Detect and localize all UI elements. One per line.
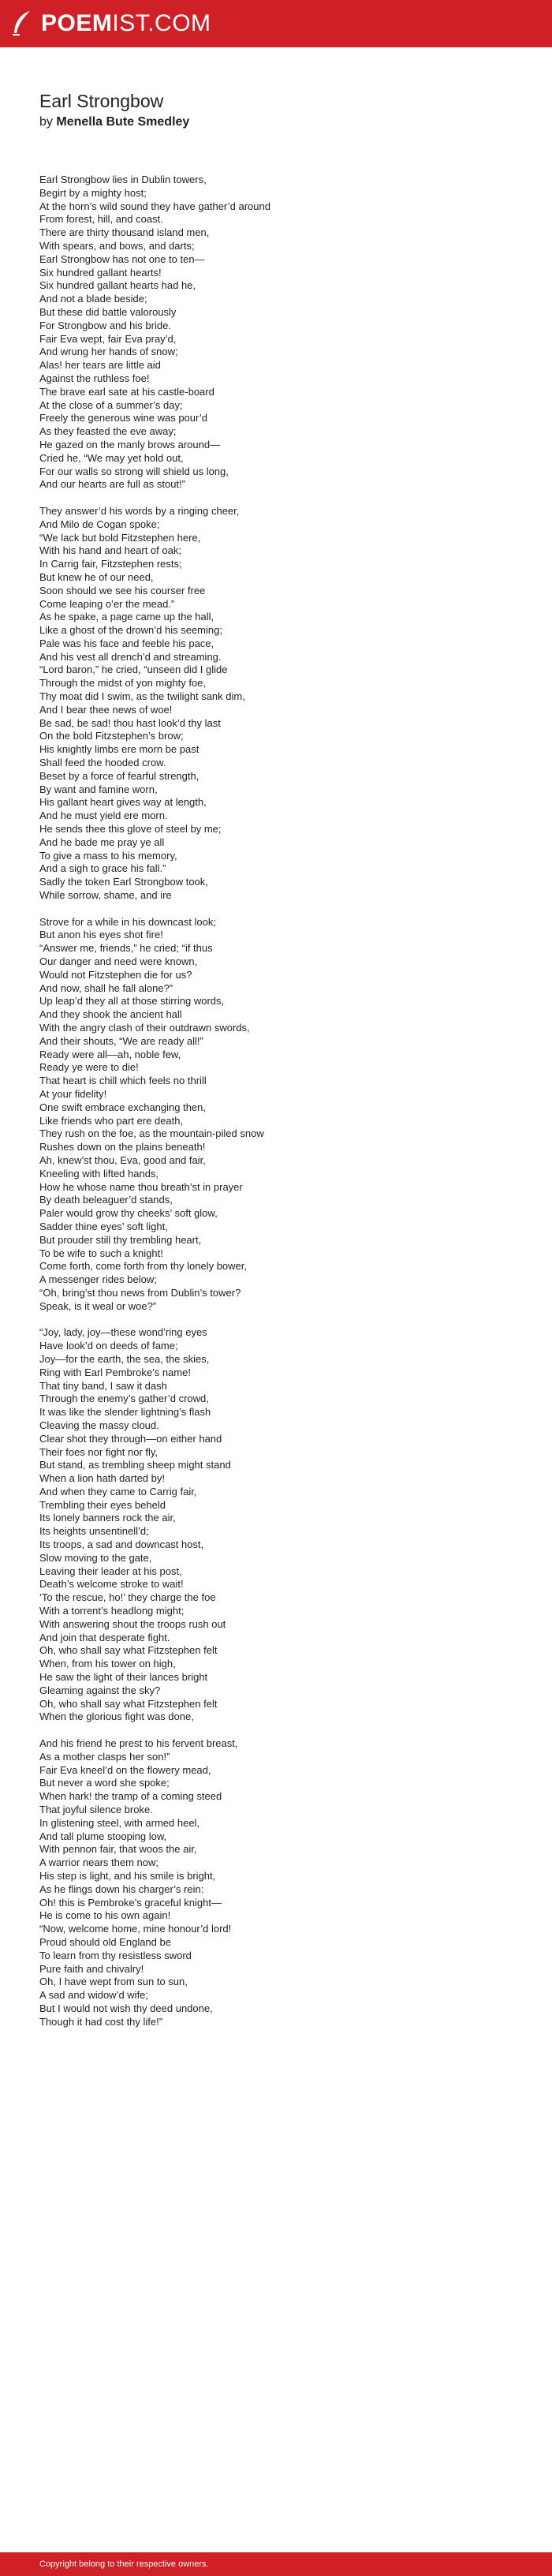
poem-line: Six hundred gallant hearts had he,: [39, 279, 196, 292]
poem-line: It was like the slender lightning’s flash: [39, 1406, 211, 1419]
poem-line: With pennon fair, that woos the air,: [39, 1843, 197, 1856]
poem-line: Ready ye were to die!: [39, 1061, 139, 1074]
poem-line: Be sad, be sad! thou hast look’d thy last: [39, 716, 221, 729]
poem-line: And his friend he prest to his fervent breast,: [39, 1737, 238, 1750]
poem-line: Begirt by a mighty host;: [39, 186, 147, 199]
poem-line: When hark! the tramp of a coming steed: [39, 1790, 222, 1803]
poem-title: Earl Strongbow: [39, 91, 164, 111]
poem-line: A warrior nears them now;: [39, 1856, 159, 1869]
poem-line: Paler would grow thy cheeks’ soft glow,: [39, 1207, 218, 1220]
poem-line: Sadly the token Earl Strongbow took,: [39, 876, 208, 888]
poem-line: And not a blade beside;: [39, 293, 147, 305]
author-link[interactable]: Menella Bute Smedley: [56, 115, 190, 129]
poem-stanza: [39, 505, 528, 903]
poem-line: And tall plume stooping low,: [39, 1830, 167, 1842]
poem-line: But never a word she spoke;: [39, 1777, 170, 1789]
poem-line: For our walls so strong will shield us long,: [39, 465, 229, 477]
poem-line: But anon his eyes shot fire!: [39, 929, 163, 941]
poem-line: Through the midst of yon mighty foe,: [39, 677, 206, 690]
poem-line: Like a ghost of the drown’d his seeming;: [39, 624, 222, 637]
poem-line: Pale was his face and feeble his pace,: [39, 637, 214, 649]
poem-line: Slow moving to the gate,: [39, 1551, 152, 1564]
poem-line: “Lord baron,” he cried, “unseen did I glide: [39, 664, 228, 676]
poem-line: Our danger and need were known,: [39, 955, 198, 968]
poem-line: At the close of a summer’s day;: [39, 398, 183, 411]
poem-line: And now, shall he fall alone?”: [39, 981, 173, 994]
poem-line: And he bade me pray ye all: [39, 836, 165, 848]
poem-line: Fair Eva wept, fair Eva pray’d,: [39, 332, 177, 345]
poem-line: Their foes nor fight nor fly,: [39, 1445, 159, 1458]
poem-line: When a lion hath darted by!: [39, 1472, 165, 1485]
poem-line: And he must yield ere morn.: [39, 809, 168, 822]
site-header: [0, 0, 552, 47]
poem-line: Though it had cost thy life!”: [39, 2015, 163, 2028]
poem-line: Sadder thine eyes’ soft light,: [39, 1220, 168, 1232]
poem-line: Would not Fitzstephen die for us?: [39, 968, 192, 981]
poem-line: For Strongbow and his bride.: [39, 319, 171, 331]
poem-line: Proud should old England be: [39, 1935, 171, 1948]
site-footer: [0, 2552, 552, 2576]
poem-line: Come forth, come forth from thy lonely bower,: [39, 1260, 247, 1273]
poem-line: But I would not wish thy deed undone,: [39, 2002, 213, 2014]
poem-line: “Answer me, friends,” he cried; “if thus: [39, 942, 213, 955]
poem-line: Soon should we see his courser free: [39, 584, 206, 596]
poem-line: Rushes down on the plains beneath!: [39, 1141, 206, 1153]
poem-line: At your fidelity!: [39, 1087, 107, 1100]
poem-line: That joyful silence broke.: [39, 1804, 153, 1816]
poem-line: But prouder still thy trembling heart,: [39, 1233, 202, 1246]
poem-line: With spears, and bows, and darts;: [39, 239, 195, 252]
poem-line: With answering shout the troops rush out: [39, 1617, 226, 1630]
poem-line: Beset by a force of fearful strength,: [39, 769, 200, 782]
poem-line: Oh, who shall say what Fitzstephen felt: [39, 1644, 218, 1657]
poem-line: Have look’d on deeds of fame;: [39, 1340, 178, 1352]
poem-line: They answer’d his words by a ringing cheer,: [39, 504, 240, 517]
poem-line: Oh! this is Pembroke’s graceful knight—: [39, 1896, 222, 1909]
poem-line: Alas! her tears are little aid: [39, 359, 161, 372]
poem-line: And his vest all drench’d and streaming.: [39, 650, 222, 663]
by-label: by: [39, 115, 53, 129]
poem-line: And join that desperate fight.: [39, 1631, 170, 1643]
copyright-text: Copyright belong to their respective owners.: [39, 2559, 209, 2569]
poem-line: With a torrent’s headlong might;: [39, 1605, 185, 1617]
poem-line: Oh, who shall say what Fitzstephen felt: [39, 1697, 218, 1710]
poem-line: “Oh, bring’st thou news from Dublin’s tower?: [39, 1286, 241, 1299]
poem-line: But knew he of our need,: [39, 570, 154, 583]
poem-line: “Now, welcome home, mine honour’d lord!: [39, 1923, 232, 1935]
poem-line: How he whose name thou breath’st in prayer: [39, 1180, 243, 1193]
poem-line: And their shouts, “We are ready all!”: [39, 1034, 203, 1047]
poem-line: Gleaming against the sky?: [39, 1684, 161, 1696]
poem-line: “Joy, lady, joy—these wond’ring eyes: [39, 1326, 207, 1339]
poem-line: Joy—for the earth, the sea, the skies,: [39, 1352, 210, 1365]
poem-line: Earl Strongbow has not one to ten—: [39, 252, 205, 265]
poem-line: His knightly limbs ere morn be past: [39, 743, 200, 756]
poem-stanza: [39, 174, 528, 492]
poem-line: He gazed on the manly brows around—: [39, 438, 221, 451]
poem-line: From forest, hill, and coast.: [39, 213, 163, 226]
poem-line: Against the ruthless foe!: [39, 372, 150, 384]
poem-line: And our hearts are full as stout!”: [39, 478, 185, 491]
poem-line: He saw the light of their lances bright: [39, 1671, 208, 1684]
poem-line: Like friends who part ere death,: [39, 1114, 184, 1127]
poem-line: Come leaping o’er the mead.”: [39, 597, 175, 610]
poem-stanza: [39, 916, 528, 1314]
poem-line: To give a mass to his memory,: [39, 849, 177, 862]
poem-line: Fair Eva kneel’d on the flowery mead,: [39, 1763, 211, 1776]
poem-line: One swift embrace exchanging then,: [39, 1101, 207, 1113]
site-logo-text: [41, 9, 211, 38]
poem-line: A sad and widow’d wife;: [39, 1989, 149, 2002]
poem-line: Freely the generous wine was pour’d: [39, 412, 207, 424]
poem-line: ‘To the rescue, ho!’ they charge the foe: [39, 1591, 216, 1604]
poem-line: As he flings down his charger’s rein:: [39, 1882, 204, 1895]
poem-line: Speak, is it weal or woe?”: [39, 1299, 157, 1312]
poem-line: There are thirty thousand island men,: [39, 226, 210, 239]
poem-line: Its lonely banners rock the air,: [39, 1512, 176, 1524]
poem-stanza: [39, 1326, 528, 1724]
poem-line: He sends thee this glove of steel by me;: [39, 823, 222, 836]
poem-line: That tiny band, I saw it dash: [39, 1379, 167, 1392]
poem-line: And a sigh to grace his fall.”: [39, 862, 166, 875]
poem-line: Kneeling with lifted hands,: [39, 1167, 159, 1180]
poem-line: In Carrig fair, Fitzstephen rests;: [39, 558, 182, 570]
poem-stanza: [39, 1737, 528, 2029]
poem-line: When, from his tower on high,: [39, 1658, 176, 1670]
poem-line: Leaving their leader at his post,: [39, 1565, 182, 1577]
poem-line: As he spake, a page came up the hall,: [39, 611, 214, 623]
poem-header: [39, 89, 513, 132]
poem-line: When the glorious fight was done,: [39, 1710, 194, 1723]
quill-pen-icon: [9, 9, 35, 38]
poem-line: “We lack but bold Fitzstephen here,: [39, 531, 201, 544]
poem-line: Six hundred gallant hearts!: [39, 266, 162, 279]
poem-line: Through the enemy’s gather’d crowd,: [39, 1393, 209, 1405]
poem-line: But stand, as trembling sheep might stand: [39, 1459, 231, 1471]
poem-line: Clear shot they through—on either hand: [39, 1432, 222, 1445]
poem-line: And wrung her hands of snow;: [39, 346, 178, 358]
poem-line: Its troops, a sad and downcast host,: [39, 1538, 204, 1551]
poem-line: As they feasted the eve away;: [39, 425, 177, 438]
poem-line: As a mother clasps her son!”: [39, 1750, 170, 1763]
poem-line: With the angry clash of their outdrawn swords,: [39, 1022, 250, 1034]
poem-line: Trembling their eyes beheld: [39, 1498, 166, 1511]
poem-line: By death beleaguer’d stands,: [39, 1194, 173, 1206]
logo-light-part: IST.COM: [112, 10, 211, 36]
poem-line: At the horn’s wild sound they have gather’d around: [39, 200, 270, 212]
poem-line: Oh, I have wept from sun to sun,: [39, 1976, 188, 1988]
poem-line: Pure faith and chivalry!: [39, 1962, 144, 1975]
poem-line: With his hand and heart of oak;: [39, 544, 181, 557]
poem-line: Earl Strongbow lies in Dublin towers,: [39, 174, 207, 185]
site-logo-link[interactable]: [9, 9, 211, 38]
poem-line: Its heights unsentinell’d;: [39, 1525, 149, 1538]
poem-line: And when they came to Carrig fair,: [39, 1485, 197, 1497]
poem-line: The brave earl sate at his castle-board: [39, 385, 214, 398]
poem-line: To be wife to such a knight!: [39, 1247, 163, 1259]
poem-line: His step is light, and his smile is bright,: [39, 1870, 216, 1882]
poem-line: A messenger rides below;: [39, 1273, 157, 1286]
poem-line: And Milo de Cogan spoke;: [39, 518, 160, 530]
poem-line: While sorrow, shame, and ire: [39, 889, 172, 902]
poem-line: They rush on the foe, as the mountain-piled snow: [39, 1127, 264, 1140]
poem-line: Ready were all—ah, noble few,: [39, 1048, 181, 1060]
poem-line: That heart is chill which feels no thrill: [39, 1075, 207, 1087]
poem-line: Cleaving the massy cloud.: [39, 1419, 159, 1431]
poem-line: But these did battle valorously: [39, 305, 177, 318]
logo-bold-part: POEM: [41, 10, 113, 36]
poem-line: Strove for a while in his downcast look;: [39, 915, 216, 928]
poem-line: And they shook the ancient hall: [39, 1008, 182, 1021]
poem-line: He is come to his own again!: [39, 1909, 171, 1922]
poem-line: Death’s welcome stroke to wait!: [39, 1578, 184, 1591]
poem-line: To learn from thy resistless sword: [39, 1949, 192, 1961]
poem-line: And I bear thee news of woe!: [39, 703, 173, 716]
poem-line: Cried he, “We may yet hold out,: [39, 451, 184, 464]
poem-byline: [39, 113, 513, 132]
poem-line: In glistening steel, with armed heel,: [39, 1816, 200, 1829]
poem-line: Up leap’d they all at those stirring words,: [39, 995, 225, 1008]
poem-line: Thy moat did I swim, as the twilight sank dim,: [39, 690, 245, 703]
poem-line: On the bold Fitzstephen’s brow;: [39, 730, 184, 742]
poem-line: By want and famine worn,: [39, 783, 158, 795]
poem-body: [39, 174, 528, 2042]
poem-line: His gallant heart gives way at length,: [39, 796, 207, 809]
poem-line: Ring with Earl Pembroke’s name!: [39, 1366, 191, 1378]
poem-line: Ah, knew’st thou, Eva, good and fair,: [39, 1153, 206, 1166]
poem-line: Shall feed the hooded crow.: [39, 757, 166, 769]
